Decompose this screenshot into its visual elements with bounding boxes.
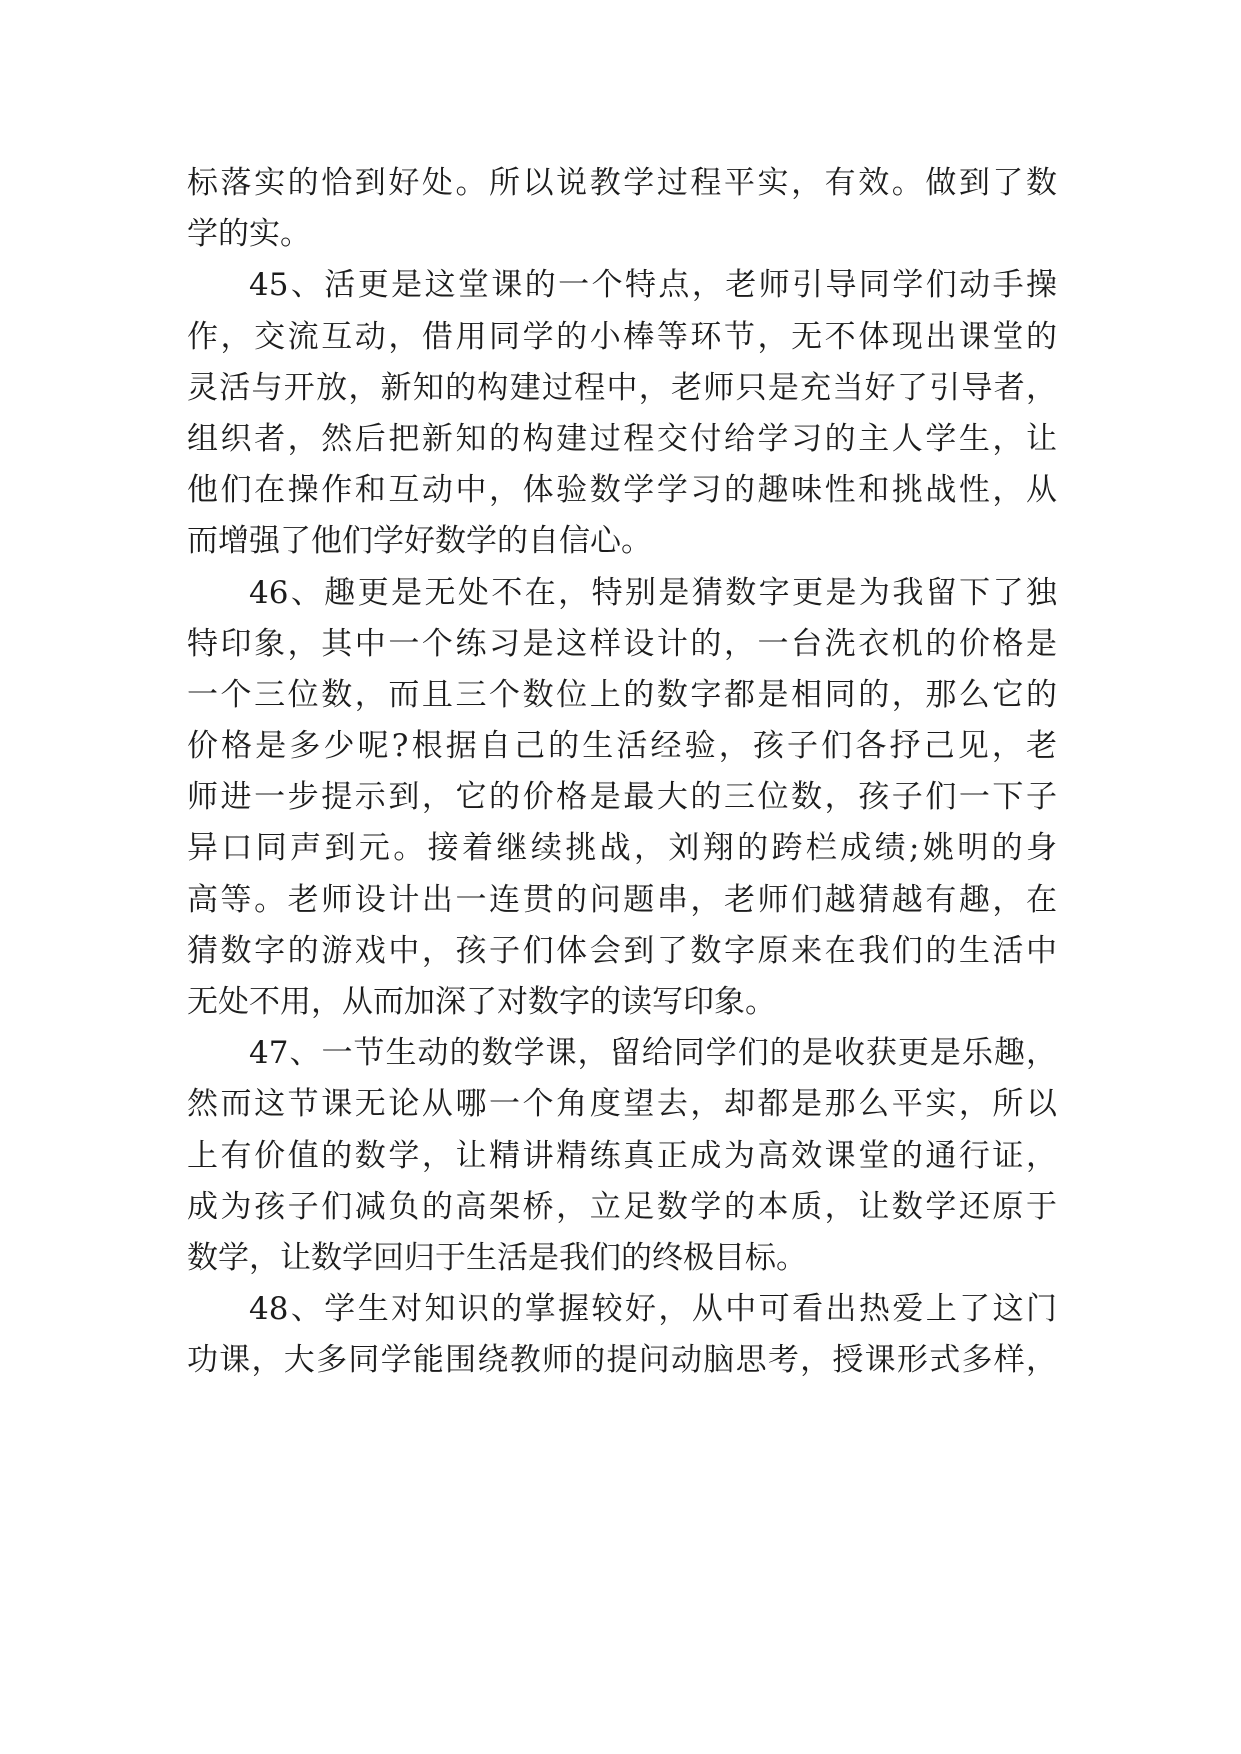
text-line: 高等。老师设计出一连贯的问题串，老师们越猜越有趣，在 <box>187 881 1057 918</box>
text-line: 而增强了他们学好数学的自信心。 <box>187 523 652 560</box>
text-line: 猜数字的游戏中，孩子们体会到了数字原来在我们的生活中 <box>187 932 1057 969</box>
text-line: 无处不用，从而加深了对数字的读写印象。 <box>187 984 776 1020</box>
body-text <box>187 158 1057 1387</box>
text-line: 作，交流互动，借用同学的小棒等环节，无不体现出课堂的 <box>187 318 1057 355</box>
text-line: 数学，让数学回归于生活是我们的终极目标。 <box>187 1239 807 1276</box>
text-line: 功课，大多同学能围绕教师的提问动脑思考，授课形式多样， <box>187 1342 1057 1379</box>
text-line: 47、一节生动的数学课，留给同学们的是收获更是乐趣， <box>249 1035 1057 1072</box>
text-line: 成为孩子们减负的高架桥，立足数学的本质，让数学还原于 <box>187 1188 1057 1225</box>
text-line: 组织者，然后把新知的构建过程交付给学习的主人学生，让 <box>187 420 1057 457</box>
text-line: 师进一步提示到，它的价格是最大的三位数，孩子们一下子 <box>187 779 1057 816</box>
text-line: 48、学生对知识的掌握较好，从中可看出热爱上了这门 <box>249 1291 1057 1328</box>
text-line: 上有价值的数学，让精讲精练真正成为高效课堂的通行证， <box>187 1137 1057 1174</box>
text-line: 一个三位数，而且三个数位上的数字都是相同的，那么它的 <box>187 676 1057 713</box>
text-line: 标落实的恰到好处。所以说教学过程平实，有效。做到了数 <box>187 165 1057 201</box>
text-line: 他们在操作和互动中，体验数学学习的趣味性和挑战性，从 <box>187 472 1057 509</box>
text-line: 价格是多少呢?根据自己的生活经验，孩子们各抒己见，老 <box>187 728 1057 765</box>
text-line: 异口同声到元。接着继续挑战，刘翔的跨栏成绩;姚明的身 <box>187 830 1057 867</box>
text-line: 灵活与开放，新知的构建过程中，老师只是充当好了引导者， <box>187 369 1057 406</box>
text-line: 45、活更是这堂课的一个特点，老师引导同学们动手操 <box>249 267 1057 304</box>
text-line: 然而这节课无论从哪一个角度望去，却都是那么平实，所以 <box>187 1086 1057 1123</box>
text-line: 学的实。 <box>187 216 311 253</box>
text-line: 46、趣更是无处不在，特别是猜数字更是为我留下了独 <box>249 574 1057 611</box>
text-line: 特印象，其中一个练习是这样设计的，一台洗衣机的价格是 <box>187 625 1057 662</box>
